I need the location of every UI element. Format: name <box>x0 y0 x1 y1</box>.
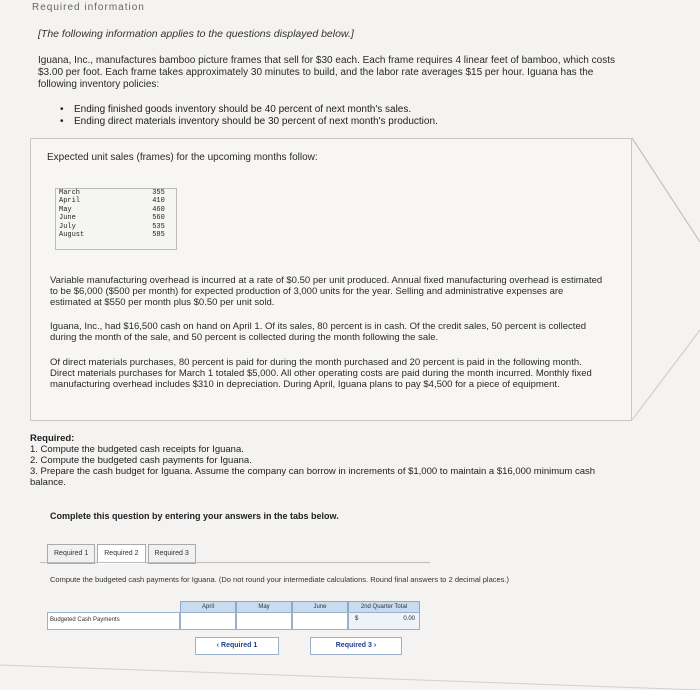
tab-required-3[interactable]: Required 3 <box>148 544 196 564</box>
table-row: May 460 <box>59 205 165 214</box>
required-item: 2. Compute the budgeted cash payments for Iguana. <box>30 455 252 466</box>
quarter-total-cell <box>348 612 420 630</box>
row-label-cell <box>47 612 180 630</box>
policy-list <box>60 104 438 128</box>
sales-table <box>55 188 177 250</box>
policy-item: • Ending finished goods inventory should be 40 percent of next month's sales. <box>60 104 438 116</box>
cash-payments-grid <box>47 601 420 629</box>
column-header-total: 2nd Quarter Total <box>348 601 420 613</box>
company-paragraph: Iguana, Inc., manufactures bamboo picture frames that sell for $30 each. Each frame requires 4 linear feet of bamboo, which costs $3.00 per foot. Each frame takes approximately 30 minutes to build, and the labor rate averages $15 per hour. Iguana has the following inventory policies: <box>38 55 615 90</box>
total-value: 0.00 <box>403 616 415 622</box>
cash-paragraph: Iguana, Inc., had $16,500 cash on hand on April 1. Of its sales, 80 percent is in cash. Of the credit sales, 50 percent is collected during the month of the sale, and 50 percent is collected during the month following the sale. <box>50 321 587 343</box>
panel-instruction: Compute the budgeted cash payments for Iguana. (Do not round your intermediate calculations. Round final answers to 2 decimal places.) <box>50 575 510 584</box>
table-row: April 410 <box>59 197 165 206</box>
prev-required-button[interactable] <box>195 637 279 655</box>
total-currency-symbol: $ <box>355 616 359 622</box>
may-payments-input[interactable] <box>236 612 292 630</box>
table-row: June 560 <box>59 214 165 223</box>
materials-paragraph: Of direct materials purchases, 80 percent is paid for during the month purchased and 20 percent is paid in the following month. Direct materials purchases for March 1 totaled $5,000. All other operating costs are paid during the month incurred. Monthly fixed manufacturing overhead includes $310 in depreciation. During April, Iguana plans to pay $4,500 for a piece of equipment. <box>50 357 592 390</box>
tab-bar <box>47 544 198 562</box>
april-payments-input[interactable] <box>180 612 236 630</box>
cut-off-title: Required information <box>32 2 145 13</box>
column-header-june: June <box>292 601 348 613</box>
june-payments-input[interactable] <box>292 612 348 630</box>
chevron-right-icon: › <box>373 642 377 649</box>
required-item: 1. Compute the budgeted cash receipts for Iguana. <box>30 444 244 455</box>
overhead-paragraph: Variable manufacturing overhead is incurred at a rate of $0.50 per unit produced. Annual fixed manufacturing overhead is estimated to be $6,000 ($500 per month) for expected production of 3,000 units for the year. Selling and administrative expenses are estimated at $550 per month plus $0.50 per unit sold. <box>50 275 603 308</box>
required-title: Required: <box>30 433 75 444</box>
required-item: 3. Prepare the cash budget for Iguana. Assume the company can borrow in increments of $1,000 to maintain a $16,000 minimum cash balance. <box>30 466 596 488</box>
column-header-april: April <box>180 601 236 613</box>
tab-required-2[interactable]: Required 2 <box>97 544 145 564</box>
instruction-text: Complete this question by entering your answers in the tabs below. <box>50 511 339 521</box>
next-button-label: Required 3 <box>335 642 372 649</box>
table-row: March 355 <box>59 189 165 197</box>
next-required-button[interactable] <box>310 637 402 655</box>
tab-required-1[interactable]: Required 1 <box>47 544 95 564</box>
table-row: August 585 <box>59 231 165 240</box>
table-row: July 535 <box>59 222 165 231</box>
column-header-may: May <box>236 601 292 613</box>
prev-button-label: Required 1 <box>221 642 258 649</box>
required-section <box>30 433 630 488</box>
chevron-left-icon: ‹ <box>216 642 220 649</box>
policy-item: • Ending direct materials inventory should be 30 percent of next month's production. <box>60 116 438 128</box>
intro-note: [The following information applies to the questions displayed below.] <box>38 28 354 40</box>
sales-intro: Expected unit sales (frames) for the upcoming months follow: <box>47 152 318 163</box>
row-label: Budgeted Cash Payments <box>50 617 120 623</box>
